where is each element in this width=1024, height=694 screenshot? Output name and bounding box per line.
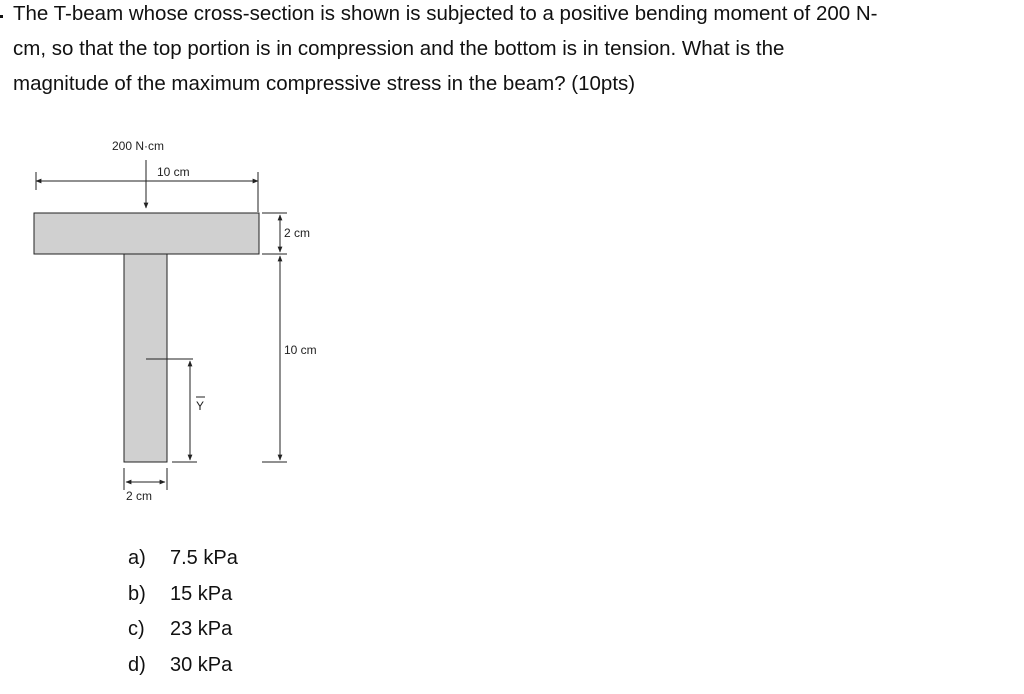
- choice-b[interactable]: [128, 577, 238, 613]
- question-line: cm, so that the top portion is in compression and the bottom is in tension. What is the: [13, 37, 785, 60]
- total-height-label: 10 cm: [284, 343, 317, 357]
- choice-letter: d): [128, 653, 146, 676]
- web-width-label: 2 cm: [126, 489, 153, 503]
- beam-flange: [34, 213, 259, 254]
- moment-label: 200 N·cm: [112, 139, 165, 153]
- choice-c[interactable]: [128, 612, 238, 648]
- choice-text: 7.5 kPa: [170, 547, 238, 569]
- centroid-label: Y: [196, 399, 205, 413]
- beam-web: [124, 254, 167, 462]
- choice-d[interactable]: [128, 648, 238, 684]
- answer-choices: [128, 541, 238, 683]
- choice-letter: a): [128, 547, 146, 569]
- question-line: The T-beam whose cross-section is shown is subjected to a positive bending moment of 200 N-: [13, 2, 878, 25]
- flange-width-label: 10 cm: [157, 165, 190, 179]
- choice-text: 23 kPa: [170, 618, 233, 640]
- choice-a[interactable]: [128, 541, 238, 577]
- choice-letter: b): [128, 582, 146, 605]
- flange-thickness-label: 2 cm: [284, 226, 311, 240]
- choice-letter: c): [128, 618, 145, 640]
- question-line: magnitude of the maximum compressive stress in the beam? (10pts): [13, 72, 636, 95]
- choice-text: 30 kPa: [170, 653, 233, 676]
- choice-text: 15 kPa: [170, 582, 233, 605]
